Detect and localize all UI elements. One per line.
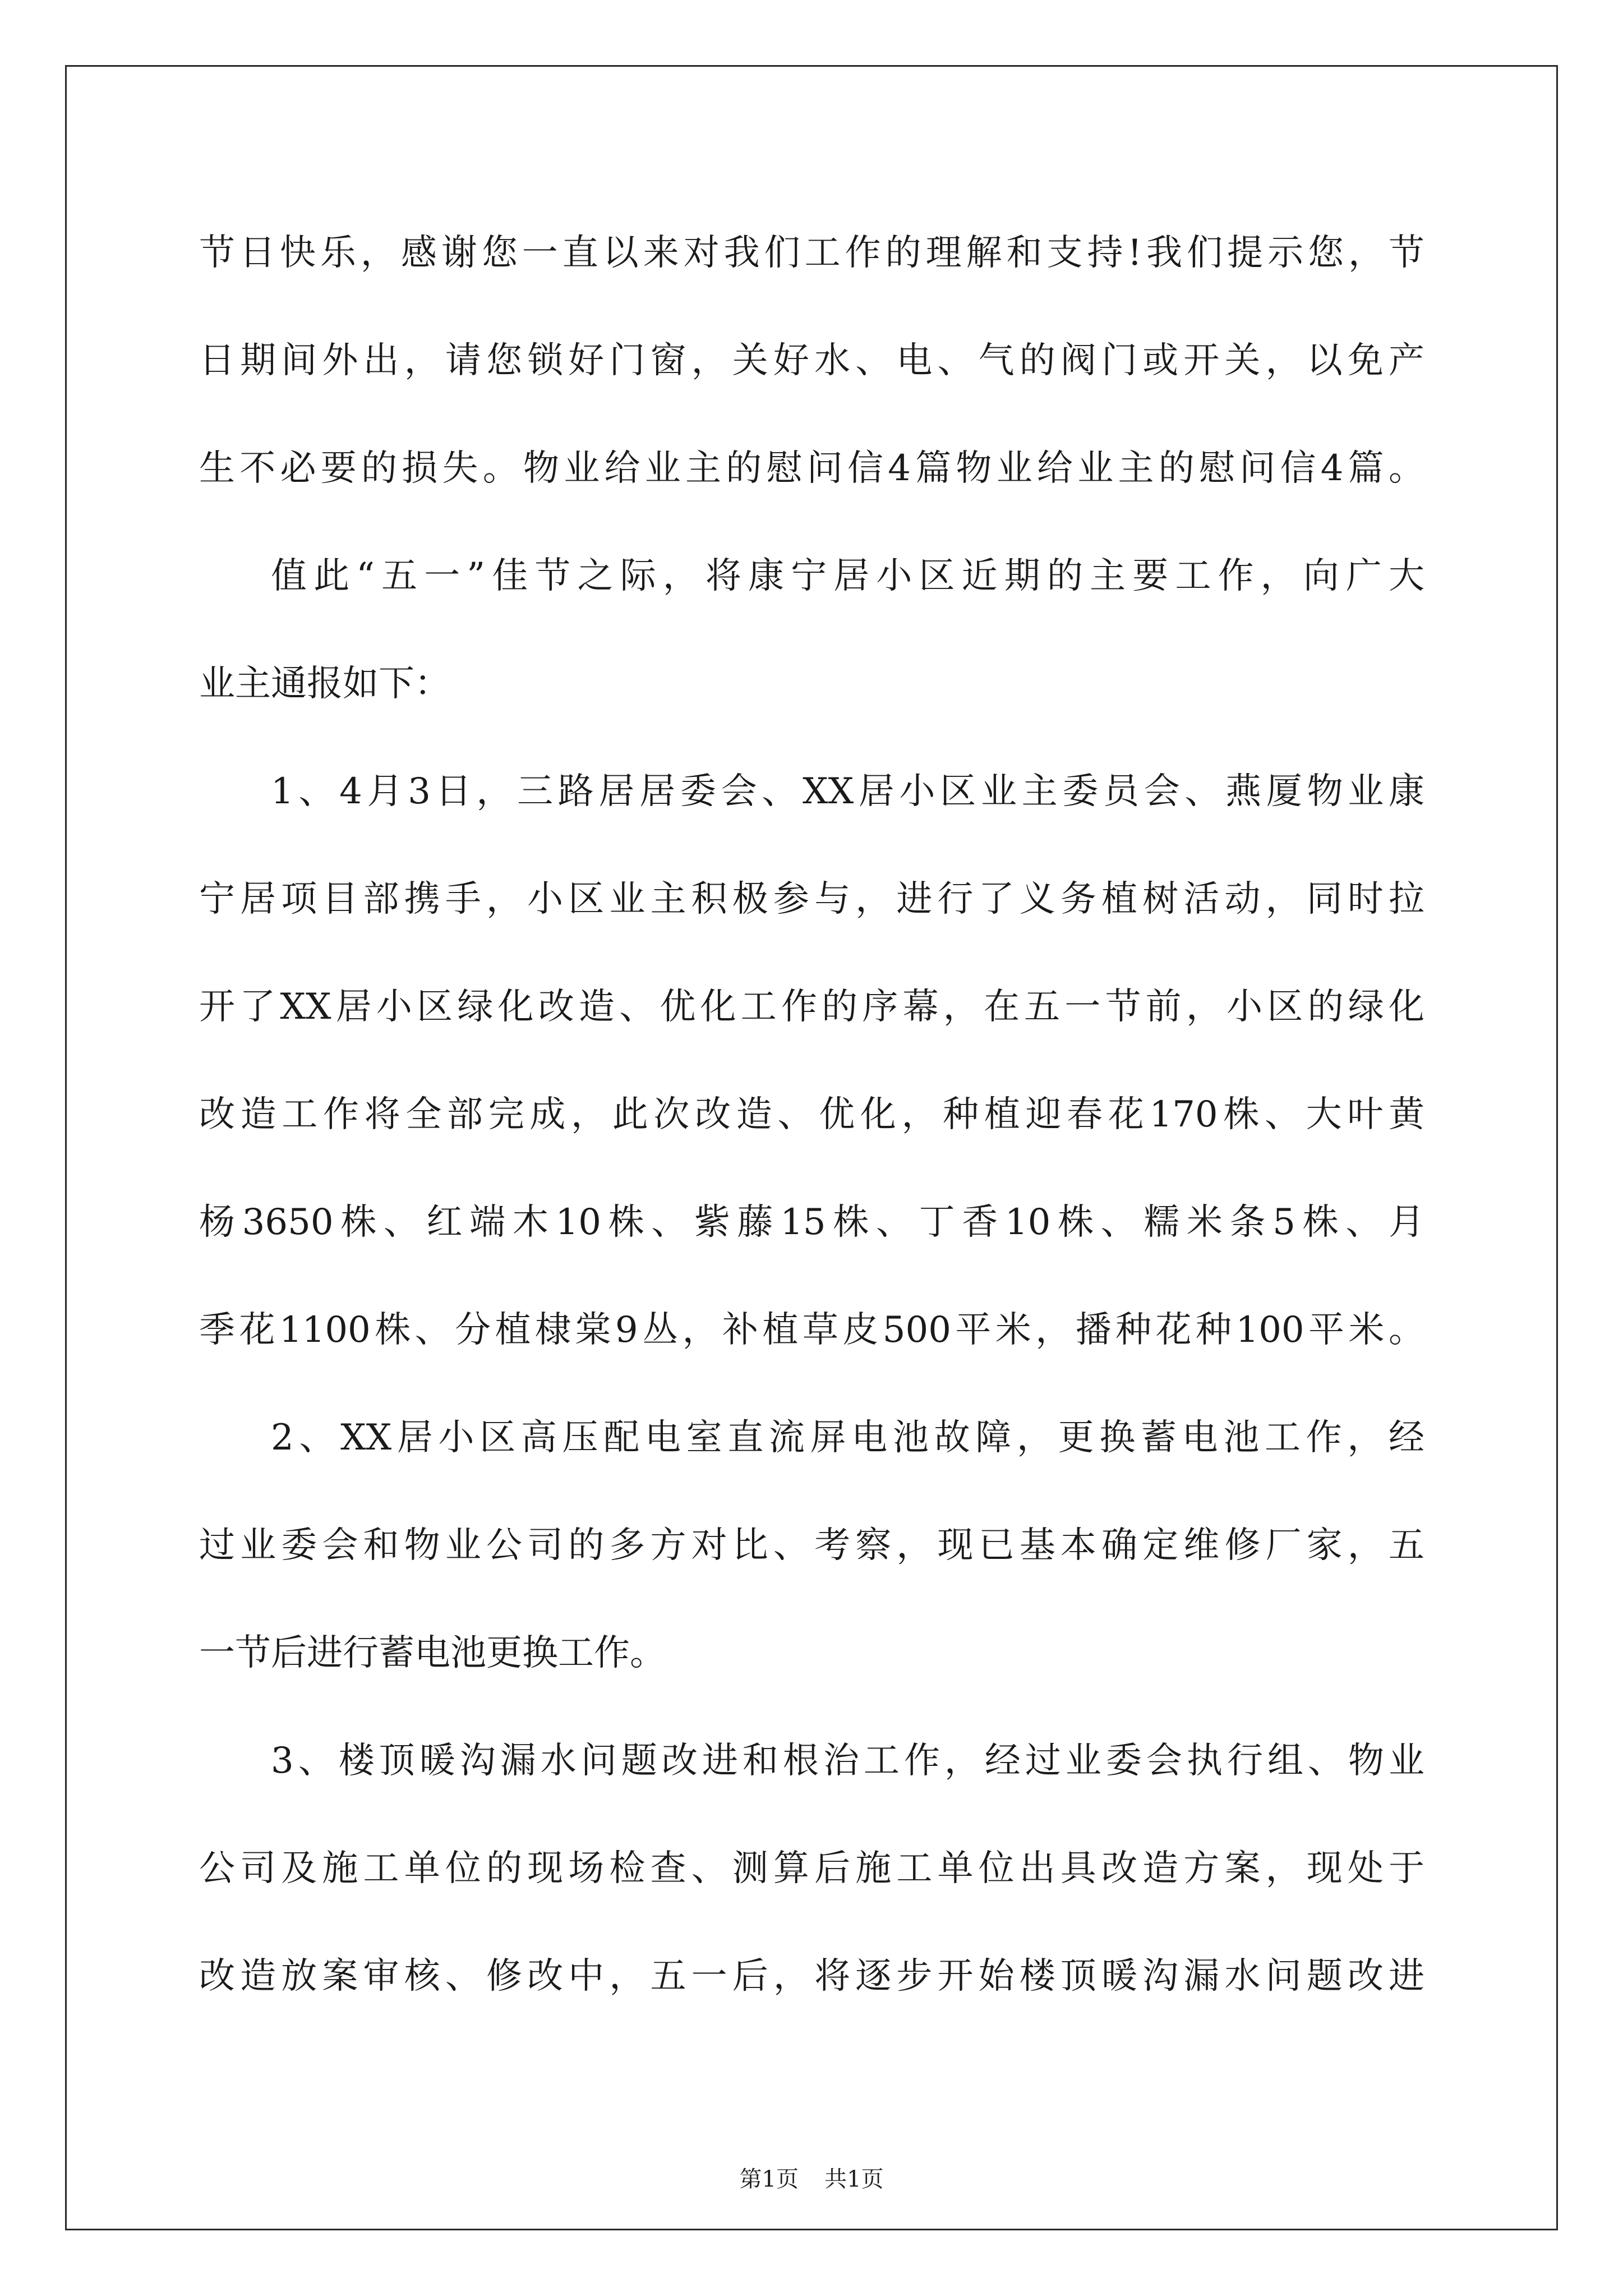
- text-line: 日期间外出，请您锁好门窗，关好水、电、气的阀门或开关，以免产: [199, 340, 1424, 381]
- text-line: 杨3650株、红端木10株、紫藤15株、丁香10株、糯米条5株、月: [199, 1202, 1424, 1243]
- text-line: 改造放案审核、修改中，五一后，将逐步开始楼顶暖沟漏水问题改进: [199, 1955, 1424, 1997]
- text-line: 过业委会和物业公司的多方对比、考察，现已基本确定维修厂家，五: [199, 1525, 1424, 1566]
- text-line: 宁居项目部携手，小区业主积极参与，进行了义务植树活动，同时拉: [199, 878, 1424, 920]
- page-number-current: 第1页: [739, 2166, 799, 2192]
- text-line: 公司及施工单位的现场检查、测算后施工单位出具改造方案，现处于: [199, 1848, 1424, 1889]
- document-body: [199, 211, 1424, 2042]
- text-line: 3、楼顶暖沟漏水问题改进和根治工作，经过业委会执行组、物业: [271, 1740, 1424, 1782]
- text-line: 节日快乐，感谢您一直以来对我们工作的理解和支持!我们提示您，节: [199, 232, 1424, 274]
- text-line: 值此“五一”佳节之际，将康宁居小区近期的主要工作，向广大: [271, 555, 1424, 597]
- text-line: 2、XX居小区高压配电室直流屏电池故障，更换蓄电池工作，经: [271, 1417, 1424, 1458]
- text-line: 一节后进行蓄电池更换工作。: [199, 1632, 666, 1674]
- text-line: 改造工作将全部完成，此次改造、优化，种植迎春花170株、大叶黄: [199, 1094, 1424, 1135]
- text-line: 1、4月3日，三路居居委会、XX居小区业主委员会、燕厦物业康: [271, 771, 1424, 812]
- text-line: 生不必要的损失。物业给业主的慰问信4篇物业给业主的慰问信4篇。: [199, 448, 1424, 489]
- text-line: 业主通报如下：: [199, 663, 450, 705]
- page-number-total: 共1页: [824, 2166, 884, 2192]
- page-footer: [0, 2162, 1623, 2196]
- text-line: 季花1100株、分植棣棠9丛，补植草皮500平米，播种花种100平米。: [199, 1309, 1424, 1351]
- text-line: 开了XX居小区绿化改造、优化工作的序幕，在五一节前，小区的绿化: [199, 986, 1424, 1028]
